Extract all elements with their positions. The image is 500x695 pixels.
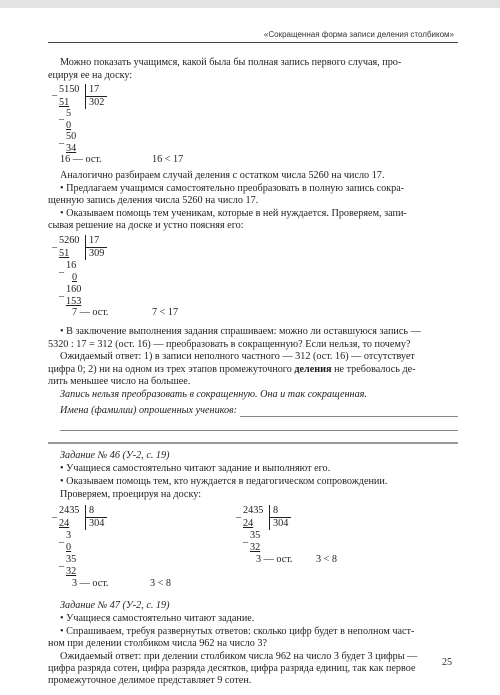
task46-title: Задание № 46 (У-2, с. 19): [60, 450, 170, 461]
dividend: 5150: [59, 84, 80, 95]
task47-line-6: промежуточное делимое представляет 9 сотен.: [48, 675, 252, 686]
task47-line-3: ном при делении столбиком числа 962 на число 3?: [48, 638, 267, 649]
final-remainder: 7 — ост.: [72, 307, 109, 318]
para3-line-4a: цифра 0; 2) ни на одном из трех этапов промежуточного: [48, 364, 295, 375]
final-remainder: 3 — ост.: [72, 578, 109, 589]
divisor: 17: [89, 84, 100, 95]
dividend: 2435: [243, 505, 264, 516]
para2-line-5: сывая решение на доске и устно поясняя его:: [48, 220, 244, 231]
remainder-comparison: 3 < 8: [316, 554, 338, 565]
subtrahend-3: 32: [66, 566, 77, 577]
task47-title: Задание № 47 (У-2, с. 19): [60, 600, 170, 611]
names-blank-1: [240, 416, 458, 417]
divisor: 17: [89, 235, 100, 246]
remainder-comparison: 3 < 8: [150, 578, 172, 589]
intro-line-2: ецируя ее на доску:: [48, 70, 133, 81]
subtrahend-2: 0: [66, 542, 72, 553]
remainder-comparison: 7 < 17: [152, 307, 179, 318]
remainder-1: 16: [66, 260, 77, 271]
subtrahend-1: 51: [59, 248, 70, 259]
dividend: 5260: [59, 235, 80, 246]
minus-sign: _: [52, 508, 58, 519]
divisor: 8: [273, 505, 279, 516]
minus-sign: _: [59, 110, 65, 121]
para2-line-1: Аналогично разбираем случай деления с остатком числа 5260 на число 17.: [60, 170, 385, 181]
remainder-comparison: 16 < 17: [152, 154, 184, 165]
top-band: [0, 0, 500, 8]
header-rule: [48, 42, 458, 43]
remainder-1: 3: [66, 530, 72, 541]
para3-line-4-bold: деления: [294, 364, 332, 375]
divisor: 8: [89, 505, 95, 516]
quotient: 309: [89, 248, 105, 259]
para2-line-3: щенную запись деления числа 5260 на число 17.: [48, 195, 259, 206]
subtrahend-2: 0: [66, 120, 72, 131]
para3-line-1: • В заключение выполнения задания спрашиваем: можно ли оставшуюся запись —: [60, 326, 421, 337]
task46-line-3: Проверяем, проецируя на доску:: [60, 489, 202, 500]
remainder-1: 35: [250, 530, 261, 541]
minus-sign: _: [52, 238, 58, 249]
names-label: Имена (фамилии) опрошенных учеников:: [60, 405, 237, 416]
task46-line-2: • Оказываем помощь тем, кто нуждается в педагогическом сопровождении.: [60, 476, 388, 487]
page-number: 25: [442, 657, 452, 668]
minus-sign: _: [243, 533, 249, 544]
intro-line-1: Можно показать учащимся, какой была бы полная запись первого случая, про-: [60, 57, 402, 68]
final-remainder: 3 — ост.: [256, 554, 293, 565]
minus-sign: _: [59, 134, 65, 145]
subtrahend-3: 34: [66, 143, 77, 154]
remainder-2: 50: [66, 131, 77, 142]
minus-sign: _: [52, 86, 58, 97]
minus-sign: _: [236, 508, 242, 519]
subtrahend-2: 0: [72, 272, 78, 283]
final-remainder: 16 — ост.: [60, 154, 102, 165]
names-blank-2: [60, 430, 458, 431]
quotient: 304: [89, 518, 105, 529]
task47-line-2: • Спрашиваем, требуя развернутых ответов: сколько цифр будет в неполном част-: [60, 626, 415, 637]
para2-line-2: • Предлагаем учащимся самостоятельно преобразовать в полную запись сокра-: [60, 183, 405, 194]
task47-line-4: Ожидаемый ответ: при делении столбиком числа 962 на число 3 будет 3 цифры —: [60, 651, 418, 662]
conclusion-line: Запись нельзя преобразовать в сокращенную. Она и так сокращенная.: [60, 389, 367, 400]
subtrahend-3: 153: [66, 296, 82, 307]
task47-line-5: цифра разряда сотен, цифра разряда десятков, цифра разряда единиц, так как первое: [48, 663, 416, 674]
subtrahend-1: 24: [243, 518, 254, 529]
task47-line-1: • Учащиеся самостоятельно читают задание.: [60, 613, 255, 624]
quotient: 302: [89, 97, 105, 108]
minus-sign: _: [59, 533, 65, 544]
subtrahend-2: 32: [250, 542, 261, 553]
dividend: 2435: [59, 505, 80, 516]
running-header: «Сокращенная форма записи деления столбиком»: [263, 30, 454, 39]
para3-line-5: лить меньшее число на большее.: [48, 376, 191, 387]
remainder-2: 160: [66, 284, 82, 295]
minus-sign: _: [59, 287, 65, 298]
para3-line-4: [48, 364, 416, 376]
para3-line-4c: не требовалось де-: [331, 364, 416, 375]
subtrahend-1: 24: [59, 518, 70, 529]
section-separator: [48, 442, 458, 444]
task46-line-1: • Учащиеся самостоятельно читают задание и выполняют его.: [60, 463, 331, 474]
para2-line-4: • Оказываем помощь тем ученикам, которые в ней нуждается. Проверяем, запи-: [60, 208, 407, 219]
remainder-2: 35: [66, 554, 77, 565]
quotient: 304: [273, 518, 289, 529]
subtrahend-1: 51: [59, 97, 70, 108]
para3-line-3: Ожидаемый ответ: 1) в записи неполного частного — 312 (ост. 16) — отсутствует: [60, 351, 415, 362]
para3-line-2: 5320 : 17 = 312 (ост. 16) — преобразовать в сокращенную? Если нельзя, то почему?: [48, 339, 411, 350]
minus-sign: _: [59, 263, 65, 274]
remainder-1: 5: [66, 108, 72, 119]
minus-sign: _: [59, 557, 65, 568]
